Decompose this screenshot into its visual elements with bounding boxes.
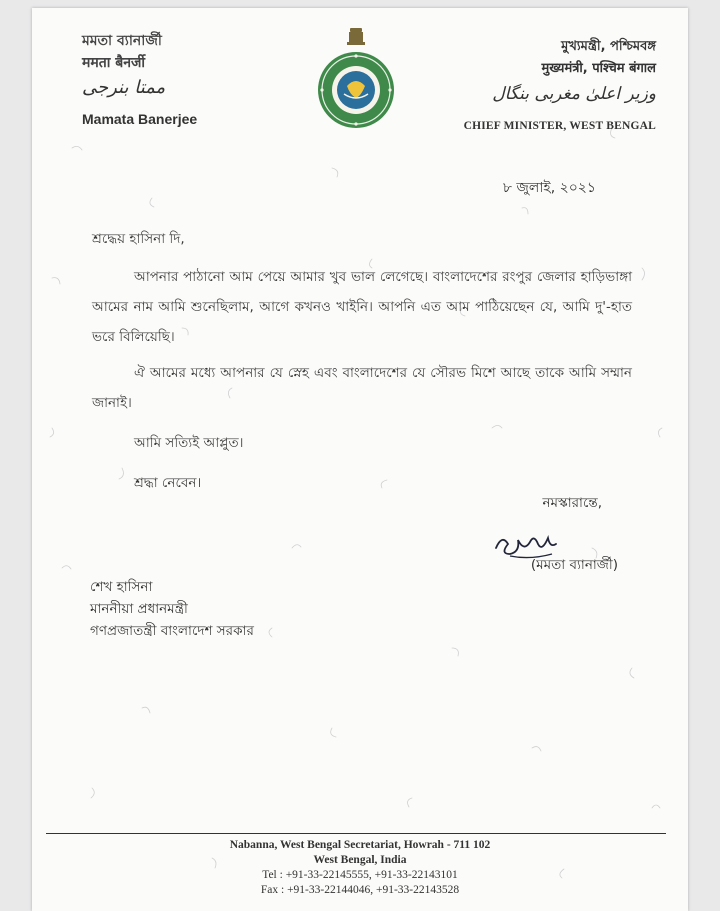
paragraph-2: ঐ আমের মধ্যে আপনার যে স্নেহ এবং বাংলাদেশের যে সৌরভ মিশে আছে তাকে আমি সম্মান জানাই। bbox=[92, 365, 632, 411]
footer-address-line: Nabanna, West Bengal Secretariat, Howrah - 711 102 bbox=[229, 839, 491, 851]
sender-name-bengali: মমতা ব্যানার্জী bbox=[82, 33, 162, 49]
paragraph-1: আপনার পাঠানো আম পেয়ে আমার খুব ভাল লেগেছে। বাংলাদেশের রংপুর জেলার হাড়িভাঙ্গা আমের নাম আমি শুনেছিলাম, আগে কখনও খাইনি। আপনি এত আম পাঠিয়েছেন যে, আমি দু'-হাত ভরে বিলিয়েছি। bbox=[92, 269, 632, 345]
footer-fax: Fax : +91-33-22144046, +91-33-22143528 bbox=[260, 884, 460, 896]
recipient-designation: মাননীয়া প্রধানমন্ত্রী bbox=[90, 601, 188, 617]
closing-greeting: নমস্কারান্তে, bbox=[542, 495, 602, 511]
footer-tel: Tel : +91-33-22145555, +91-33-22143101 bbox=[262, 869, 458, 881]
paragraph-4: শ্রদ্ধা নেবেন। bbox=[134, 475, 202, 491]
office-header bbox=[464, 36, 656, 136]
footer-divider bbox=[46, 833, 666, 834]
letter-date: ৮ জুলাই, ২০২১ bbox=[502, 180, 596, 196]
footer-state-line: West Bengal, India bbox=[313, 854, 407, 866]
recipient-block bbox=[90, 576, 254, 642]
recipient-organization: গণপ্রজাতন্ত্রী বাংলাদেশ সরকার bbox=[90, 623, 254, 639]
letter-body bbox=[92, 228, 632, 498]
sender-name-hindi: ममता बैनर्जी bbox=[82, 55, 146, 71]
recipient-name: শেখ হাসিনা bbox=[90, 579, 153, 595]
office-title-english: CHIEF MINISTER, WEST BENGAL bbox=[463, 120, 656, 132]
office-title-bengali: মুখ্যমন্ত্রী, পশ্চিমবঙ্গ bbox=[561, 39, 656, 54]
sender-name-urdu: ممتا بنرجی bbox=[82, 77, 166, 98]
state-emblem-icon bbox=[314, 26, 398, 132]
footer-address bbox=[160, 838, 560, 898]
letter-page bbox=[32, 8, 688, 911]
salutation: শ্রদ্ধেয় হাসিনা দি, bbox=[92, 231, 185, 247]
office-title-urdu: وزیر اعلیٰ مغربی بنگال bbox=[492, 84, 656, 104]
office-title-hindi: मुख्यमंत्री, पश्चिम बंगाल bbox=[541, 61, 656, 76]
sender-header bbox=[82, 30, 197, 130]
paragraph-3: আমি সত্যিই আপ্লুত। bbox=[134, 435, 244, 451]
sender-name-english: Mamata Banerjee bbox=[82, 111, 198, 127]
signatory-name: (মমতা ব্যানার্জী) bbox=[530, 557, 618, 573]
